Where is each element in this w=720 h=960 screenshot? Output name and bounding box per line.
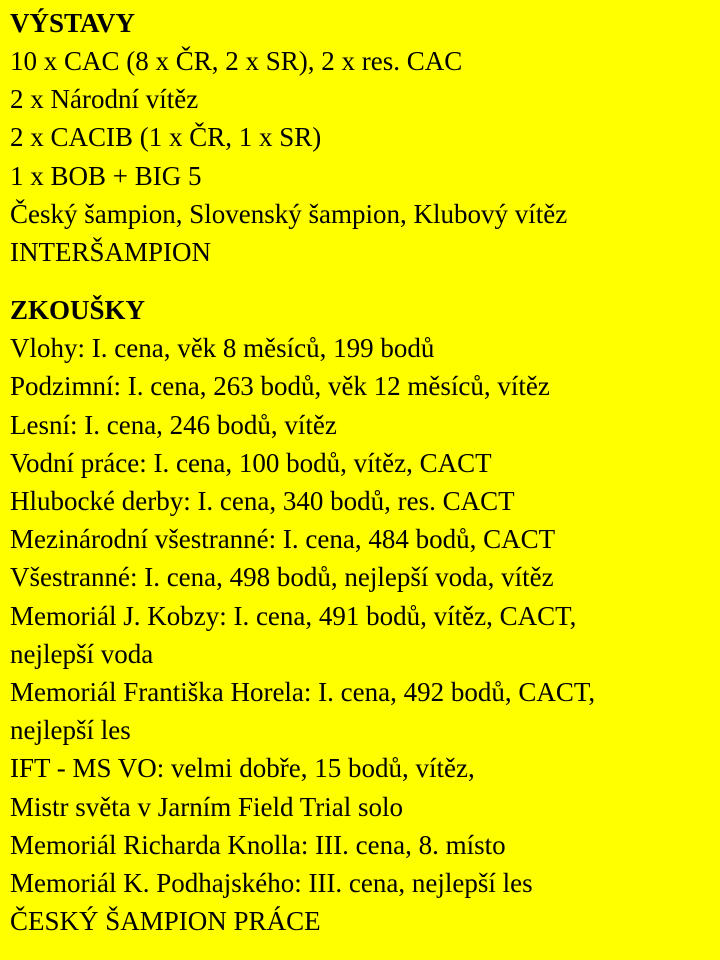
exhibitions-section (10, 4, 720, 271)
trial-line: Všestranné: I. cena, 498 bodů, nejlepší voda, vítěz (10, 562, 554, 593)
exhibitions-heading: VÝSTAVY (10, 8, 136, 38)
trial-line: Hlubocké derby: I. cena, 340 bodů, res. CACT (10, 486, 515, 517)
trials-heading: ZKOUŠKY (10, 295, 146, 326)
trial-line: ČESKÝ ŠAMPION PRÁCE (10, 906, 321, 937)
trial-line: nejlepší les (10, 715, 131, 746)
exhibition-line: INTERŠAMPION (10, 237, 212, 268)
exhibition-line: 2 x Národní vítěz (10, 84, 199, 115)
trial-line: Memoriál Františka Horela: I. cena, 492 bodů, CACT, (10, 677, 596, 708)
trial-line: Mistr světa v Jarním Field Trial solo (10, 791, 404, 822)
trial-line: Memoriál Richarda Knolla: III. cena, 8. místo (10, 829, 506, 860)
exhibition-line: 2 x CACIB (1 x ČR, 1 x SR) (10, 122, 322, 153)
trial-line: Podzimní: I. cena, 263 bodů, věk 12 měsíců, vítěz (10, 371, 550, 402)
trial-line: Mezinárodní všestranné: I. cena, 484 bodů, CACT (10, 524, 556, 555)
exhibition-line: Český šampion, Slovenský šampion, Klubový vítěz (10, 198, 568, 229)
trial-line: IFT - MS VO: velmi dobře, 15 bodů, vítěz, (10, 753, 475, 784)
trial-line: Vodní práce: I. cena, 100 bodů, vítěz, CACT (10, 447, 492, 478)
exhibition-line: 1 x BOB + BIG 5 (10, 160, 202, 191)
trial-line: Memoriál K. Podhajského: III. cena, nejlepší les (10, 868, 533, 899)
trial-line: Vlohy: I. cena, věk 8 měsíců, 199 bodů (10, 333, 435, 364)
trials-section (10, 291, 720, 940)
trial-line: Memoriál J. Kobzy: I. cena, 491 bodů, vítěz, CACT, (10, 600, 577, 631)
exhibition-line: 10 x CAC (8 x ČR, 2 x SR), 2 x res. CAC (10, 46, 463, 76)
trial-line: nejlepší voda (10, 638, 154, 669)
trial-line: Lesní: I. cena, 246 bodů, vítěz (10, 409, 337, 440)
